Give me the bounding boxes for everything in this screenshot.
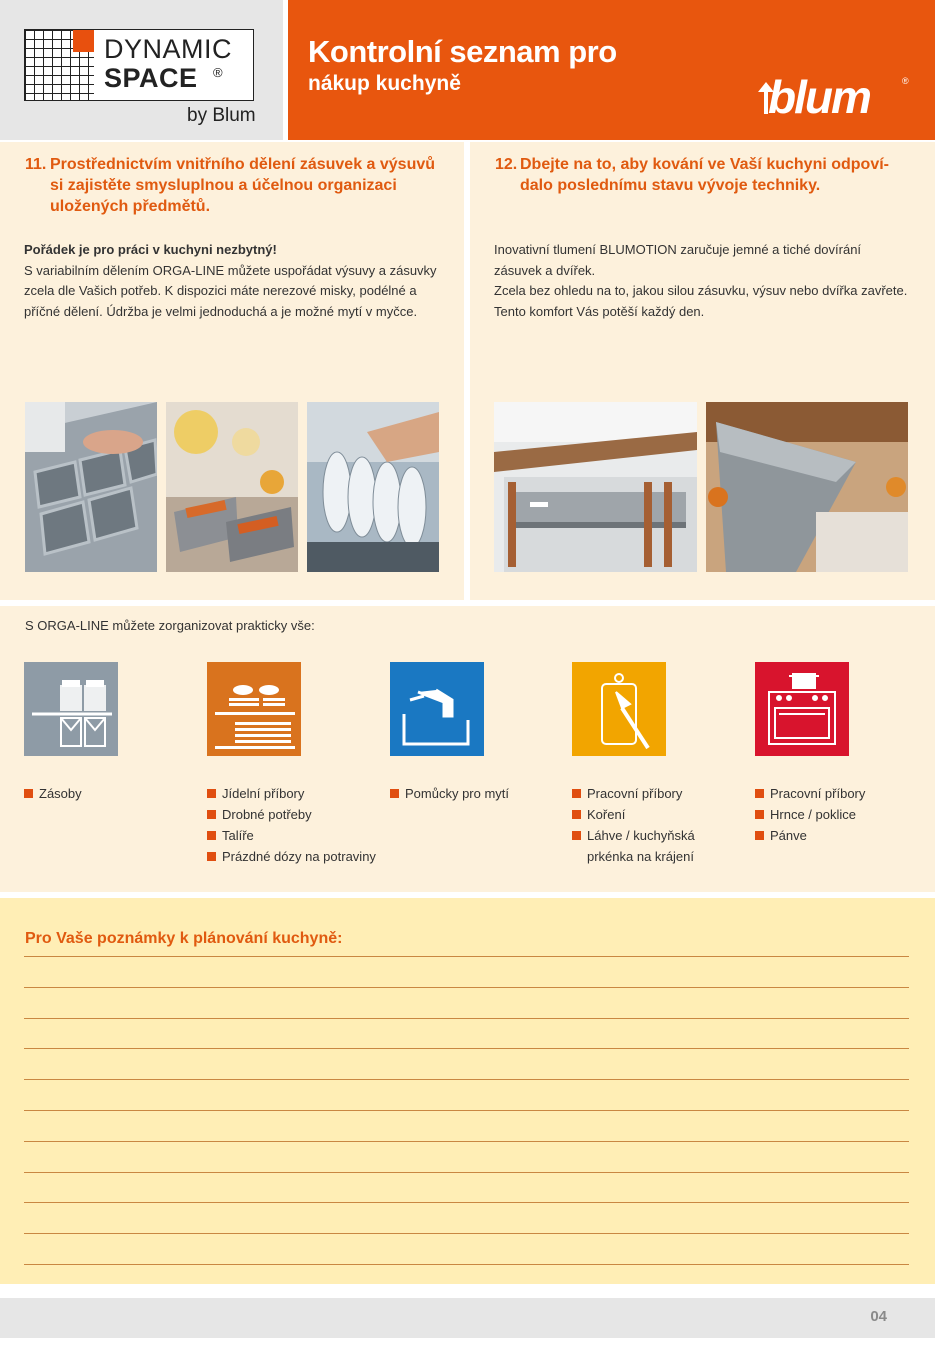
list-item: Hrnce / poklice: [755, 804, 865, 825]
notes-line[interactable]: [24, 956, 909, 957]
orga-list-5: [755, 783, 865, 846]
notes-line[interactable]: [24, 1172, 909, 1173]
section-11-heading: [25, 154, 445, 217]
notes-line[interactable]: [24, 1018, 909, 1019]
steel-bowls-photo: [166, 402, 298, 572]
list-item: Pomůcky pro mytí: [390, 783, 509, 804]
logo-registered-mark: ®: [213, 65, 223, 80]
faucet-icon: [390, 662, 484, 756]
list-item: Talíře: [207, 825, 376, 846]
list-item: Drobné potřeby: [207, 804, 376, 825]
blum-registered-mark: ®: [902, 76, 909, 86]
oven-icon: [755, 662, 849, 756]
section-12-text-1: Inovativní tlumení BLUMOTION zaručuje jemné a tiché dovírání zásuvek a dvířek.: [494, 242, 862, 278]
list-item-continuation: prkénka na krájení: [587, 849, 694, 864]
list-item: Koření: [572, 804, 695, 825]
orga-list-1: [24, 783, 82, 804]
dishwasher-photo: [307, 402, 439, 572]
section-12-heading-line1: Dbejte na to, aby kování ve Vaší kuchyni odpoví-: [520, 156, 889, 173]
section-11-lead: Pořádek je pro práci v kuchyni nezbytný!: [24, 242, 277, 257]
list-item: Pracovní příbory: [572, 783, 695, 804]
notes-line[interactable]: [24, 1233, 909, 1234]
page-number: 04: [870, 1308, 887, 1325]
notes-line[interactable]: [24, 1264, 909, 1265]
list-item: Láhve / kuchyňská: [572, 825, 695, 846]
list-item: Zásoby: [24, 783, 82, 804]
section-12-heading: [495, 154, 915, 196]
notes-line[interactable]: [24, 1202, 909, 1203]
notes-line[interactable]: [24, 987, 909, 988]
orga-list-4: [572, 783, 695, 867]
header-title-bar: [288, 0, 935, 140]
page-title: Kontrolní seznam pro: [308, 34, 617, 69]
drawer-blumotion-photo: [494, 402, 697, 572]
orga-line-intro: S ORGA-LINE můžete zorganizovat prakticky vše:: [25, 618, 315, 633]
notes-line[interactable]: [24, 1110, 909, 1111]
list-item: Pánve: [755, 825, 865, 846]
cutting-board-icon: [572, 662, 666, 756]
list-item: Pracovní příbory: [755, 783, 865, 804]
blum-logo: blum: [768, 71, 870, 123]
jars-icon: [24, 662, 118, 756]
section-11-heading-line3: uložených předmětů.: [50, 198, 211, 215]
section-11-number: 11.: [25, 156, 47, 173]
section-11-body: [24, 240, 440, 322]
list-item: Prázdné dózy na potraviny: [207, 846, 376, 867]
orga-list-2: [207, 783, 376, 867]
section-11-heading-line1: Prostřednictvím vnitřního dělení zásuvek a výsuvů: [50, 156, 436, 173]
section-12-body: [494, 240, 912, 322]
logo-text-dynamic: DYNAMIC: [104, 34, 233, 64]
list-item: Jídelní příbory: [207, 783, 376, 804]
section-11-heading-line2: si zajistěte smysluplnou a účelnou organizaci: [50, 177, 397, 194]
dishes-icon: [207, 662, 301, 756]
orga-list-3: [390, 783, 509, 804]
notes-line[interactable]: [24, 1048, 909, 1049]
notes-title: Pro Vaše poznámky k plánování kuchyně:: [25, 930, 343, 947]
section-11-text: S variabilním dělením ORGA-LINE můžete uspořádat výsuvy a zásuvky zcela dle Vašich potřeb. K dispozici máte nerezové misky, podélné a příčné dělení. Údržba je velmi jednoduchá a je možné mytí v myčce.: [24, 262, 437, 319]
notes-line[interactable]: [24, 1079, 909, 1080]
dynamic-space-logo-grid: [24, 29, 96, 101]
logo-byline: by Blum: [187, 105, 256, 126]
page-footer: [0, 1298, 935, 1338]
drawer-organizer-photo: [25, 402, 157, 572]
page-subtitle: nákup kuchyně: [308, 72, 461, 95]
section-12-text-2: Zcela bez ohledu na to, jakou silou zásuvku, výsuv nebo dvířka zavřete. Tento komfort Vás potěší každý den.: [494, 283, 908, 319]
notes-line[interactable]: [24, 1141, 909, 1142]
section-12-number: 12.: [495, 156, 518, 173]
logo-text-space: SPACE: [104, 63, 198, 93]
section-12-heading-line2: dalo poslednímu stavu vývoje techniky.: [520, 177, 821, 194]
cabinet-door-photo: [706, 402, 908, 572]
